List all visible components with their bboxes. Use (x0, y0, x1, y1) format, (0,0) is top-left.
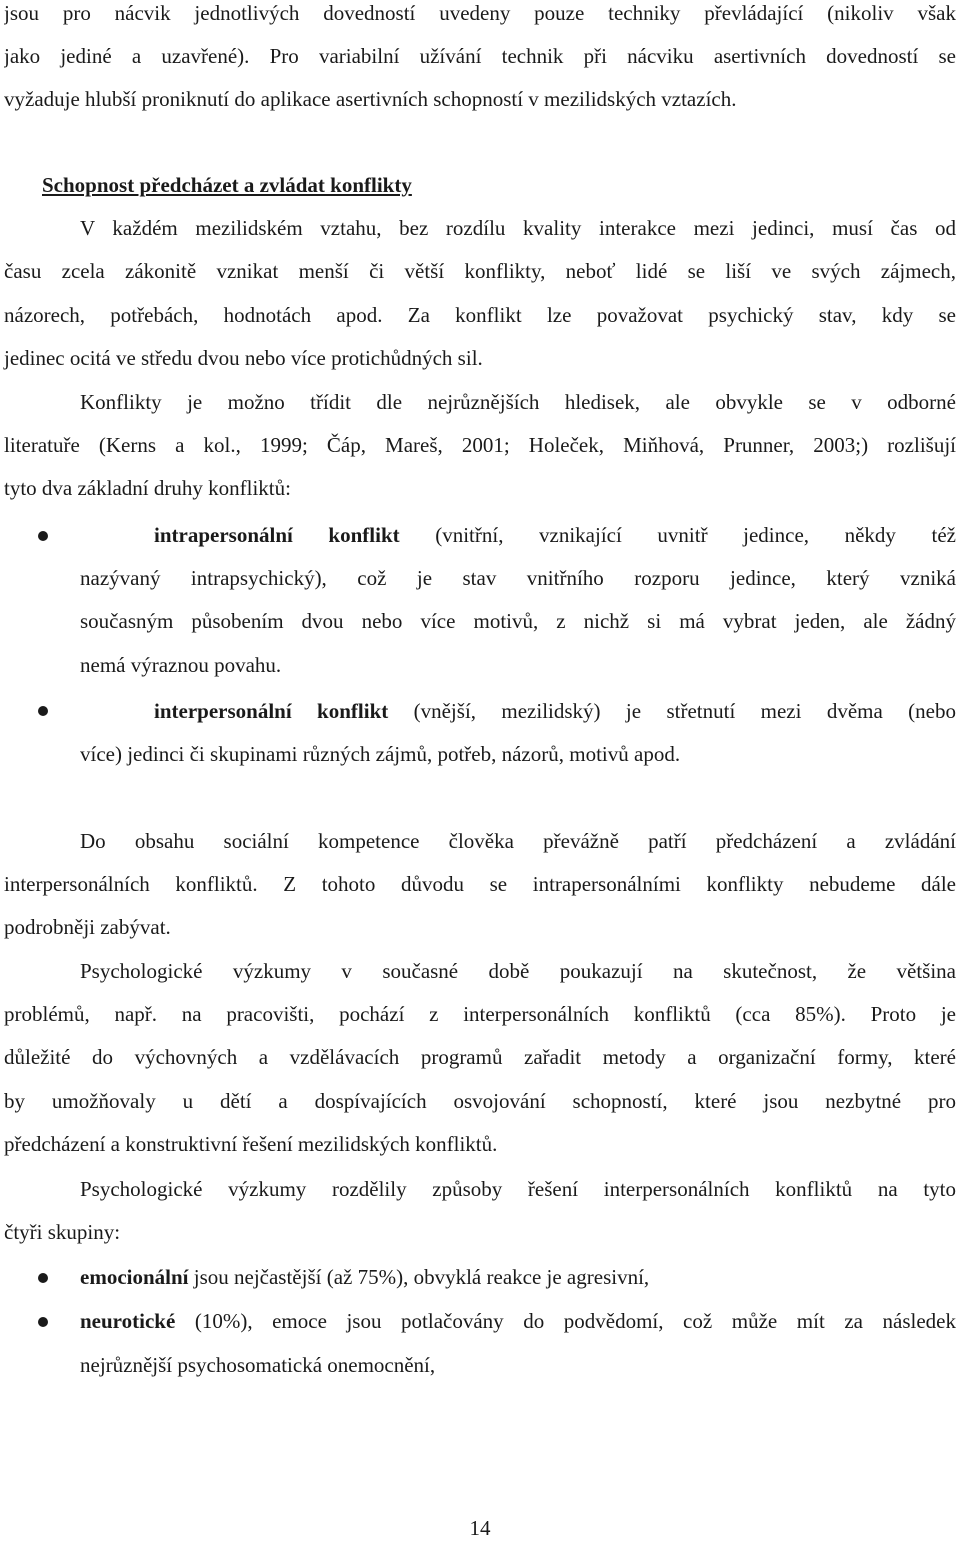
paragraph-line: předcházení a konstruktivní řešení mezilidských konfliktů. (4, 1132, 498, 1156)
paragraph-line: čtyři skupiny: (4, 1220, 121, 1244)
bullet-item-line: více) jedinci či skupinami různých zájmů, potřeb, názorů, motivů apod. (80, 742, 681, 766)
section-heading: Schopnost předcházet a zvládat konflikty (42, 173, 412, 197)
bullet-item-line: nejrůznější psychosomatická onemocnění, (80, 1353, 436, 1377)
paragraph-line: jedinec ocitá ve středu dvou nebo více protichůdných sil. (4, 346, 483, 370)
bullet-text: jsou nejčastější (až 75%), obvyklá reakce je agresivní, (188, 1265, 650, 1289)
paragraph-line: důležité do výchovných a vzdělávacích programů zařadit metody a organizační formy, které (4, 1045, 956, 1069)
intro-line: vyžaduje hlubší proniknutí do aplikace asertivních schopností v mezilidských vztazích. (4, 87, 737, 111)
bullet-item-first-line (80, 1264, 956, 1290)
bullet-term: neurotické (80, 1309, 176, 1333)
paragraph-line: Konflikty je možno třídit dle nejrůznějších hledisek, ale obvykle se v odborné (80, 390, 956, 414)
paragraph-line: času zcela zákonitě vznikat menší či větší konflikty, neboť lidé se liší ve svých zájmech, (4, 259, 956, 283)
intro-line: jako jediné a uzavřené). Pro variabilní užívání technik při nácviku asertivních dovedností se (4, 44, 956, 68)
bullet-item-first-line (154, 522, 956, 548)
paragraph-line: podrobněji zabývat. (4, 915, 171, 939)
bullet-term: interpersonální konflikt (154, 699, 389, 723)
bullet-item-line: nazývaný intrapsychický), což je stav vnitřního rozporu jedince, který vzniká (80, 566, 956, 590)
bullet-dot (38, 531, 48, 541)
paragraph-line: tyto dva základní druhy konfliktů: (4, 476, 291, 500)
bullet-text: (vnitřní, vznikající uvnitř jedince, někdy též (399, 523, 956, 547)
paragraph-line: V každém mezilidském vztahu, bez rozdílu kvality interakce mezi jedinci, musí čas od (80, 216, 956, 240)
intro-line: jsou pro nácvik jednotlivých dovedností uvedeny pouze techniky převládající (nikoliv však (4, 1, 956, 25)
paragraph-line: by umožňovaly u dětí a dospívajících osvojování schopností, které jsou nezbytné pro (4, 1089, 956, 1113)
paragraph-line: názorech, potřebách, hodnotách apod. Za konflikt lze považovat psychický stav, kdy se (4, 303, 956, 327)
paragraph-line: Do obsahu sociální kompetence člověka převážně patří předcházení a zvládání (80, 829, 956, 853)
bullet-text: (10%), emoce jsou potlačovány do podvědomí, což může mít za následek (175, 1309, 956, 1333)
paragraph-line: problémů, např. na pracovišti, pochází z interpersonálních konfliktů (cca 85%). Proto je (4, 1002, 956, 1026)
paragraph-line: literatuře (Kerns a kol., 1999; Čáp, Mareš, 2001; Holeček, Miňhová, Prunner, 2003;) rozlišují (4, 433, 956, 457)
page-number: 14 (469, 1516, 491, 1540)
bullet-dot (38, 1273, 48, 1283)
bullet-item-first-line (80, 1308, 956, 1334)
bullet-term: intrapersonální konflikt (154, 523, 400, 547)
paragraph-line: Psychologické výzkumy v současné době poukazují na skutečnost, že většina (80, 959, 956, 983)
bullet-item-first-line (154, 698, 956, 724)
paragraph-line: interpersonálních konfliktů. Z tohoto důvodu se intrapersonálními konflikty nebudeme dále (4, 872, 956, 896)
bullet-term: emocionální (80, 1265, 189, 1289)
paragraph-line: Psychologické výzkumy rozdělily způsoby řešení interpersonálních konfliktů na tyto (80, 1177, 956, 1201)
bullet-dot (38, 706, 48, 716)
bullet-text: (vnější, mezilidský) je střetnutí mezi dvěma (nebo (388, 699, 956, 723)
bullet-item-line: současným působením dvou nebo více motivů, z nichž si má vybrat jeden, ale žádný (80, 609, 956, 633)
bullet-dot (38, 1317, 48, 1327)
bullet-item-line: nemá výraznou povahu. (80, 653, 282, 677)
